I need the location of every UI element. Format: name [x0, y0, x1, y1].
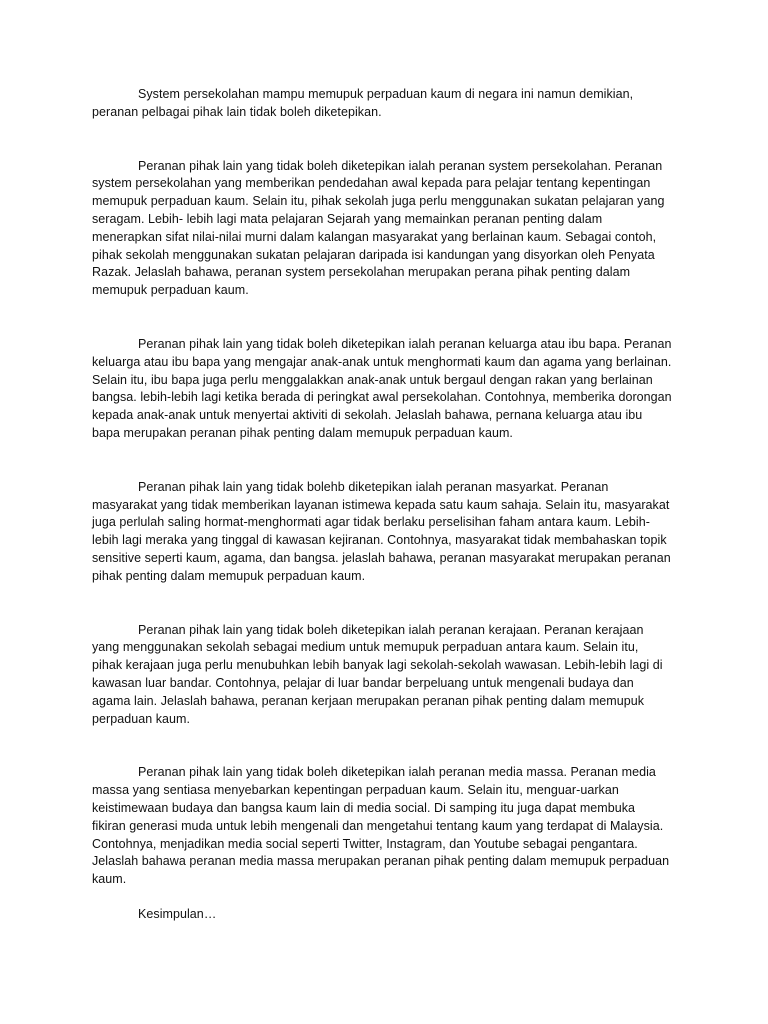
paragraph-intro: System persekolahan mampu memupuk perpaduan kaum di negara ini namun demikian, peranan pelbagai pihak lain tidak boleh diketepikan. — [92, 87, 634, 119]
document-page — [92, 86, 672, 924]
paragraph-gap — [92, 889, 672, 906]
paragraph-masyarakat: Peranan pihak lain yang tidak bolehb diketepikan ialah peranan masyarkat. Peranan masyarakat yang tidak memberikan layanan istimewa kepada satu kaum sahaja. Selain itu, masyarakat juga perlulah saling hormat-menghormati agar tidak berlaku perselisihan faham antara kaum. Lebih-lebih lagi meraka yang tinggal di kawasan kejiranan. Contohnya, masyarakat tidak membahaskan topik sensitive seperti kaum, agama, dan bangsa. jelaslah bahawa, peranan masyarakat merupakan peranan pihak penting dalam memupuk perpaduan kaum. — [92, 479, 671, 583]
paragraph-gap — [92, 728, 672, 764]
paragraph-gap — [92, 443, 672, 479]
paragraph-gap — [92, 122, 672, 158]
paragraph-conclusion: Kesimpulan… — [138, 906, 217, 921]
paragraph-media-massa: Peranan pihak lain yang tidak boleh diketepikan ialah peranan media massa. Peranan media massa yang sentiasa menyebarkan kepentingan perpaduan kaum. Selain itu, menguar-uarkan keistimewaan budaya dan bangsa kaum lain di media social. Di samping itu juga dapat membuka fikiran generasi muda untuk lebih mengenali dan mengetahui tentang kaum yang terdapat di Malaysia. Contohnya, menjadikan media social seperti Twitter, Instagram, dan Youtube sebagai pengantara. Jelaslah bahawa peranan media massa merupakan peranan pihak penting dalam memupuk perpaduan kaum. — [92, 765, 670, 887]
paragraph-gap — [92, 586, 672, 622]
paragraph-persekolahan: Peranan pihak lain yang tidak boleh diketepikan ialah peranan system persekolahan. Peranan system persekolahan yang memberikan pendedahan awal kepada para pelajar tentang kepentingan memupuk perpaduan kaum. Selain itu, pihak sekolah juga perlu menggunakan sukatan pelajaran yang seragam. Lebih- lebih lagi mata pelajaran Sejarah yang memainkan peranan penting dalam menerapkan sifat nilai-nilai murni dalam kalangan masyarakat yang berlainan kaum. Sebagai contoh, pihak sekolah menggunakan sukatan pelajaran daripada isi kandungan yang disyorkan oleh Penyata Razak. Jelaslah bahawa, peranan system persekolahan merupakan perana pihak penting dalam memupuk perpaduan kaum. — [92, 158, 665, 298]
paragraph-gap — [92, 300, 672, 336]
paragraph-kerajaan: Peranan pihak lain yang tidak boleh diketepikan ialah peranan kerajaan. Peranan kerajaan yang menggunakan sekolah sebagai medium untuk memupuk perpaduan antara kaum. Selain itu, pihak kerajaan juga perlu menubuhkan lebih banyak lagi sekolah-sekolah wawasan. Lebih-lebih lagi di kawasan luar bandar. Contohnya, pelajar di luar bandar berpeluang untuk mengenali budaya dan agama lain. Jelaslah bahawa, peranan kerjaan merupakan peranan pihak penting dalam memupuk perpaduan kaum. — [92, 622, 663, 726]
paragraph-keluarga: Peranan pihak lain yang tidak boleh diketepikan ialah peranan keluarga atau ibu bapa. Peranan keluarga atau ibu bapa yang mengajar anak-anak untuk menghormati kaum dan agama yang berlainan. Selain itu, ibu bapa juga perlu menggalakkan anak-anak untuk bergaul dengan rakan yang berlainan bangsa. lebih-lebih lagi ketika berada di peringkat awal persekolahan. Contohnya, memberika dorongan kepada anak-anak untuk menyertai aktiviti di sekolah. Jelaslah bahawa, pernana keluarga atau ibu bapa merupakan peranan pihak penting dalam memupuk perpaduan kaum. — [92, 336, 672, 440]
